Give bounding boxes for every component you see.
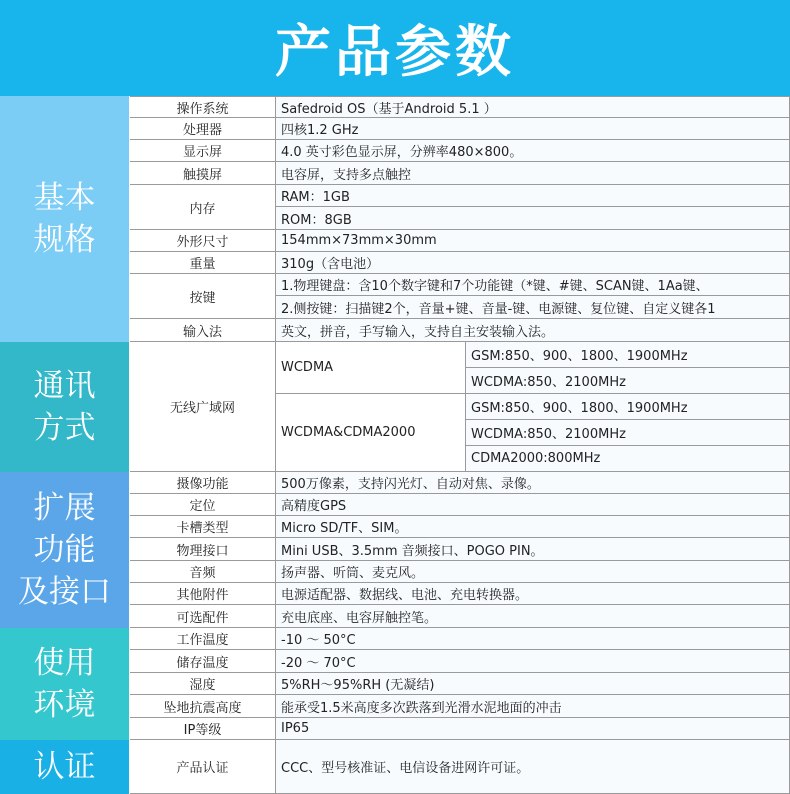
spec-value: -10 ～ 50°C	[276, 628, 790, 650]
spec-label: 触摸屏	[130, 162, 276, 185]
section-certification: 认证	[0, 740, 129, 794]
spec-label: 显示屏	[130, 140, 276, 162]
band-value: GSM:850、900、1800、1900MHz	[466, 342, 790, 368]
section-communication: 通讯 方式	[0, 342, 129, 472]
spec-label: 外形尺寸	[130, 230, 276, 252]
spec-value: 2.侧按键：扫描键2个，音量+键、音量-键、电源键、复位键、自定义键各1	[276, 296, 790, 319]
spec-label: 坠地抗震高度	[130, 695, 276, 718]
title-banner	[0, 0, 790, 96]
spec-value: 电源适配器、数据线、电池、充电转换器。	[276, 583, 790, 605]
spec-label: 产品认证	[130, 740, 276, 794]
spec-label: 输入法	[130, 319, 276, 342]
spec-value: Safedroid OS（基于Android 5.1 ）	[276, 97, 790, 118]
spec-label: 按键	[130, 274, 276, 319]
network-mode: WCDMA&CDMA2000	[276, 394, 466, 472]
spec-label: 音频	[130, 561, 276, 583]
spec-label: 无线广域网	[130, 342, 276, 472]
spec-label: 其他附件	[130, 583, 276, 605]
spec-label: 物理接口	[130, 538, 276, 561]
spec-value: 能承受1.5米高度多次跌落到光滑水泥地面的冲击	[276, 695, 790, 718]
band-value: CDMA2000:800MHz	[466, 446, 790, 472]
spec-label: 工作温度	[130, 628, 276, 650]
page-title: 产品参数	[275, 20, 515, 85]
spec-value: 500万像素，支持闪光灯、自动对焦、录像。	[276, 472, 790, 494]
spec-value: 高精度GPS	[276, 494, 790, 516]
spec-value: 充电底座、电容屏触控笔。	[276, 605, 790, 628]
spec-value: 四核1.2 GHz	[276, 118, 790, 140]
spec-label: 操作系统	[130, 97, 276, 118]
spec-label: 卡槽类型	[130, 516, 276, 538]
spec-value: ROM：8GB	[276, 207, 790, 230]
section-environment: 使用 环境	[0, 628, 129, 740]
spec-value: 4.0 英寸彩色显示屏，分辨率480×800。	[276, 140, 790, 162]
spec-value: Micro SD/TF、SIM。	[276, 516, 790, 538]
spec-value: 1.物理键盘：含10个数字键和7个功能键（*键、#键、SCAN键、1Aa键、	[276, 274, 790, 296]
network-mode: WCDMA	[276, 342, 466, 394]
spec-value: CCC、型号核准证、电信设备进网许可证。	[276, 740, 790, 794]
section-basic-specs: 基本 规格	[0, 96, 129, 342]
spec-label: 可选配件	[130, 605, 276, 628]
spec-value: IP65	[276, 718, 790, 740]
spec-value: 5%RH～95%RH (无凝结)	[276, 673, 790, 695]
spec-label: IP等级	[130, 718, 276, 740]
spec-table	[130, 96, 790, 794]
spec-label: 内存	[130, 185, 276, 230]
spec-label: 储存温度	[130, 650, 276, 673]
band-value: WCDMA:850、2100MHz	[466, 368, 790, 394]
spec-value: 扬声器、听筒、麦克风。	[276, 561, 790, 583]
spec-label: 处理器	[130, 118, 276, 140]
spec-label: 湿度	[130, 673, 276, 695]
spec-label: 摄像功能	[130, 472, 276, 494]
band-value: GSM:850、900、1800、1900MHz	[466, 394, 790, 420]
spec-value: Mini USB、3.5mm 音频接口、POGO PIN。	[276, 538, 790, 561]
spec-label: 定位	[130, 494, 276, 516]
spec-value: 310g（含电池）	[276, 252, 790, 274]
spec-label: 重量	[130, 252, 276, 274]
spec-value: 电容屏，支持多点触控	[276, 162, 790, 185]
spec-value: RAM：1GB	[276, 185, 790, 207]
section-extensions: 扩展 功能 及接口	[0, 472, 129, 628]
spec-value: 154mm×73mm×30mm	[276, 230, 790, 252]
spec-value: -20 ～ 70°C	[276, 650, 790, 673]
band-value: WCDMA:850、2100MHz	[466, 420, 790, 446]
spec-value: 英文，拼音，手写输入，支持自主安装输入法。	[276, 319, 790, 342]
